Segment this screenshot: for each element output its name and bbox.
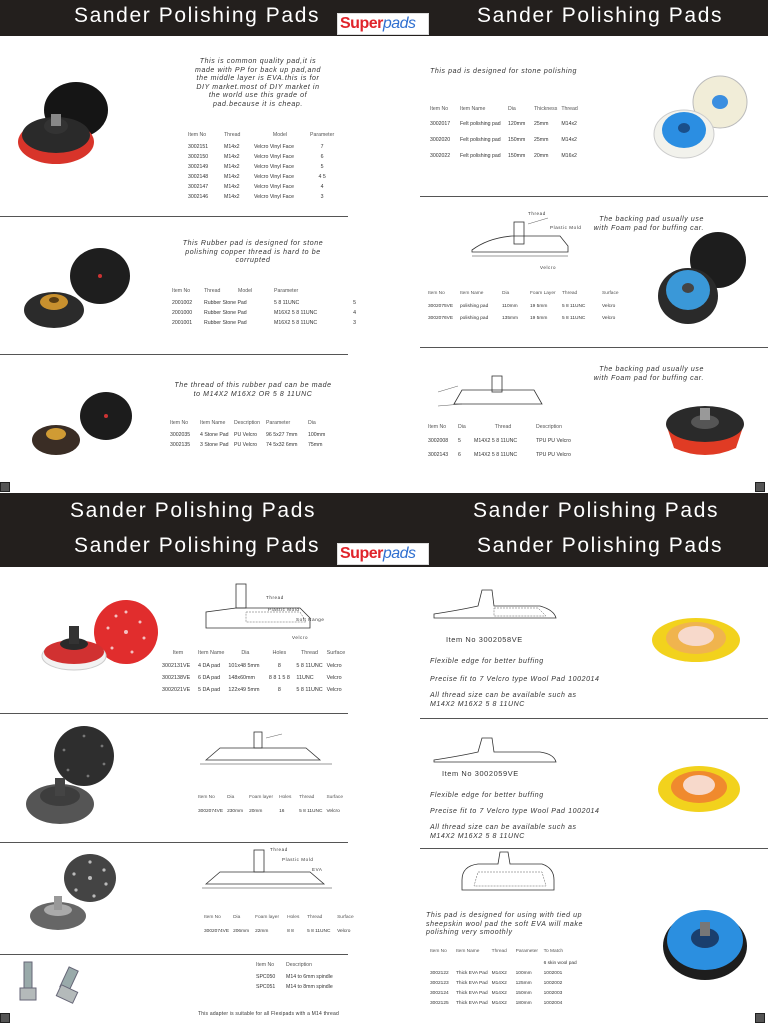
table-row: 3002017 Felt polishing pad 120mm 25mm M14x2	[430, 121, 577, 127]
col-header: Thread	[299, 794, 315, 800]
thick-eva-pad-diagram	[458, 850, 558, 900]
table-row: SPC051 M14 to 8mm spindle	[256, 984, 333, 990]
section-divider	[420, 848, 768, 849]
heading-mid-right-1: Sander Polishing Pads	[473, 499, 720, 522]
col-header: Item	[172, 650, 184, 656]
col-header: Thickness	[534, 106, 558, 112]
s7-spec-table	[162, 646, 349, 696]
col-header: Item No	[430, 106, 449, 112]
table-row: 3002075VE polishing pad 110mm 19 5mm 5 8 11UNC Velcro	[428, 303, 616, 309]
table-row: 3002146 M14x2 Velcro Vinyl Face 3	[188, 194, 324, 200]
diagram-label-thread-2: Thread	[266, 595, 284, 600]
section-divider	[0, 713, 348, 714]
s10-spec-table	[256, 958, 337, 992]
flexible-edge-pad-diagram	[430, 584, 560, 626]
s13-subheader: 6 skin wool pad	[543, 960, 577, 966]
velcro-backup-pad-image	[16, 80, 112, 170]
table-row: 3002135 3 Stone Pad PU Velcro 74 5x32 6mm 75mm	[170, 442, 323, 448]
da-pad-diagram	[200, 578, 330, 642]
col-header: Item Name	[198, 650, 225, 656]
table-row: 3002138VE 6 DA pad 148x60mm 8 8 1 5 8 11UNC Velcro	[162, 675, 342, 681]
col-header: Dia	[508, 106, 516, 112]
table-row: 3002035 4 Stone Pad PU Velcro 96 5x27 7mm 100mm	[170, 432, 326, 438]
rubber-stone-pad-image	[22, 246, 134, 332]
heading-mid-left-1: Sander Polishing Pads	[70, 499, 317, 522]
grey-pad-diagram	[196, 730, 336, 774]
s6-description: The backing pad usually use with Foam pad for buffing car.	[593, 366, 704, 382]
section-divider	[420, 718, 768, 719]
col-header: Item Name	[460, 290, 484, 296]
table-row: 3002150 M14x2 Velcro Vinyl Face 6	[188, 154, 324, 160]
table-row: 3002143 6 M14X2 5 8 11UNC TPU PU Velcro	[428, 452, 571, 458]
col-header: Thread	[491, 948, 507, 954]
col-header: Model	[272, 132, 288, 138]
col-header: Model	[238, 288, 253, 294]
section-divider	[420, 347, 768, 348]
col-header: Thread	[494, 424, 512, 430]
diagram-label-plastic-mold-3: Plastic Mold	[282, 857, 314, 862]
col-header: Item No	[188, 132, 207, 138]
col-header: Item No	[428, 424, 447, 430]
col-header: Thread	[204, 288, 221, 294]
col-header: Dia	[458, 424, 466, 430]
col-header: Foam Layer	[530, 290, 556, 296]
heading-mid-left-2: Sander Polishing Pads	[74, 534, 321, 557]
s12-line1: Flexible edge for better buffing	[430, 792, 544, 799]
diagram-label-eva: EVA	[312, 867, 323, 872]
s11-line1: Flexible edge for better buffing	[430, 658, 544, 665]
col-header: Holes	[272, 650, 287, 656]
table-row: SPC050 M14 to 6mm spindle	[256, 974, 333, 980]
backing-pad-diagram	[468, 214, 578, 270]
col-header: Thread	[307, 914, 323, 920]
s4-description: This pad is designed for stone polishing	[430, 68, 577, 75]
table-row: 3002020 Felt polishing pad 150mm 25mm M14x2	[430, 137, 577, 143]
table-row: 3002124 Thick EVA Pad M14X2 150mm 1002003	[430, 990, 563, 996]
table-row: 3002125 Thick EVA Pad M14X2 180mm 1002004	[430, 1000, 563, 1006]
col-header: Surface	[326, 794, 343, 800]
col-header: Item No	[256, 962, 275, 968]
table-row: 3002022 Felt polishing pad 150mm 20mm M16x2	[430, 153, 577, 159]
col-header: Thread	[562, 290, 578, 296]
col-header: Parameter	[515, 948, 539, 954]
col-header: Parameter	[310, 132, 335, 138]
diagram-label-soft-range: Soft Range	[296, 617, 325, 622]
col-header: Item No	[172, 288, 191, 294]
page-corner-marker	[755, 1013, 765, 1023]
table-row: 2001001 Rubber Stone Pad M16X2 5 8 11UNC 3	[172, 320, 356, 326]
col-header: Item No	[430, 948, 447, 954]
s6-spec-table	[428, 420, 575, 462]
table-row: 3002122 Thick EVA Pad M14X2 100mm 1002001	[430, 970, 563, 976]
s1-description: This is common quality pad,it is made with PP for back up pad,and the middle layer is EVA.this is for DIY market.most of DIY market in the world use this grade of pad.because it is cheap.	[195, 58, 321, 108]
col-header: Dia	[227, 794, 235, 800]
col-header: Item No	[198, 794, 215, 800]
col-header: Dia	[502, 290, 510, 296]
flexible-edge-pad-diagram-2	[430, 734, 560, 768]
diagram-label-thread-3: Thread	[270, 847, 288, 852]
col-header: To Match	[543, 948, 564, 954]
s12-line3: All thread size can be available such as M14X2 M16X2 5 8 11UNC	[430, 824, 577, 840]
superpads-logo-2: Superpads	[337, 543, 429, 565]
red-tpu-pad-image	[662, 390, 748, 460]
page-corner-marker	[0, 1013, 10, 1023]
page-corner-marker	[0, 482, 10, 492]
s1-spec-table	[188, 128, 338, 202]
table-row: 3002021VE 5 DA pad 122x49 5mm 8 5 8 11UNC Velcro	[162, 687, 342, 693]
spindle-adapter-image	[16, 958, 86, 1008]
blue-eva-pad-image	[660, 900, 750, 984]
table-row: 2001000 Rubber Stone Pad M16X2 5 8 11UNC 4	[172, 310, 356, 316]
col-header: Description	[234, 420, 260, 426]
s2-spec-table	[172, 284, 360, 328]
yellow-flexible-pad-image-2	[656, 764, 742, 814]
col-header: Holes	[279, 794, 292, 800]
col-header: Parameter	[266, 420, 291, 426]
blue-backing-pad-image	[656, 230, 748, 326]
col-header: Dia	[233, 914, 241, 920]
s8-spec-table	[198, 790, 347, 818]
diagram-label-plastic-mold-2: Plastic Mold	[268, 607, 300, 612]
s3-description: The thread of this rubber pad can be made to M14X2 M16X2 OR 5 8 11UNC	[174, 382, 332, 398]
s4-spec-table	[430, 102, 582, 164]
s13-description: This pad is designed for using with tied up sheepskin wool pad the soft EVA will make polishing very smoothly	[426, 912, 584, 936]
s12-line2: Precise fit to 7 Velcro type Wool Pad 1002014	[430, 808, 600, 815]
col-header: Item Name	[460, 106, 486, 112]
table-row: 3002074VE 206mm 22mm 8 8 5 8 11UNC Velcro	[204, 928, 351, 934]
col-header: Item No	[204, 914, 221, 920]
s11-item-number: Item No 3002058VE	[446, 635, 523, 644]
col-header: Holes	[287, 914, 300, 920]
col-header: Item No	[170, 420, 189, 426]
col-header: Surface	[602, 290, 619, 296]
table-row: 3002147 M14x2 Velcro Vinyl Face 4	[188, 184, 324, 190]
section-divider	[0, 216, 348, 217]
col-header: Foam layer	[249, 794, 274, 800]
felt-polishing-pad-image	[650, 74, 750, 164]
table-row: 3002123 Thick EVA Pad M14X2 125mm 1002002	[430, 980, 563, 986]
section-divider	[0, 954, 348, 955]
heading-top-right: Sander Polishing Pads	[477, 4, 724, 27]
s12-item-number: Item No 3002059VE	[442, 769, 519, 778]
diagram-label-velcro: Velcro	[540, 265, 557, 270]
table-row: 3002148 M14x2 Velcro Vinyl Face 4 5	[188, 174, 326, 180]
diagram-label-velcro-2: Velcro	[292, 635, 309, 640]
col-header: Description	[536, 424, 562, 430]
col-header: Thread	[561, 106, 578, 112]
grey-holed-pad-image	[28, 852, 124, 936]
s13-spec-table	[430, 944, 581, 1008]
col-header: Thread	[300, 650, 319, 656]
diagram-label-thread: Thread	[528, 211, 546, 216]
diagram-label-plastic-mold: Plastic Mold	[550, 225, 582, 230]
table-row: 3002151 M14x2 Velcro Vinyl Face 7	[188, 144, 324, 150]
s5-spec-table	[428, 286, 623, 324]
col-header: Item Name	[456, 948, 480, 954]
page-corner-marker	[755, 482, 765, 492]
section-divider	[420, 196, 768, 197]
col-header: Parameter	[274, 288, 299, 294]
yellow-flexible-pad-image	[650, 616, 742, 664]
grey-sanding-pad-image	[24, 724, 124, 828]
col-header: Item Name	[200, 420, 226, 426]
col-header: Surface	[337, 914, 354, 920]
heading-mid-right-2: Sander Polishing Pads	[477, 534, 724, 557]
col-header: Description	[286, 962, 312, 968]
col-header: Thread	[224, 132, 241, 138]
pu-stone-pad-image	[28, 392, 132, 462]
section-divider	[0, 354, 348, 355]
col-header: Item No	[428, 290, 445, 296]
da-pad-image	[40, 598, 160, 674]
s2-description: This Rubber pad is designed for stone polishing copper thread is hard to be corrupted	[182, 240, 324, 264]
table-row: 3002008 5 M14X2 5 8 11UNC TPU PU Velcro	[428, 438, 571, 444]
s3-spec-table	[170, 416, 329, 450]
table-row: 3002074VE 230mm 20mm 16 5 8 11UNC Velcro	[198, 808, 340, 814]
table-row: 3002076VE polishing pad 135mm 19 5mm 5 8 11UNC Velcro	[428, 315, 616, 321]
heading-top-left: Sander Polishing Pads	[74, 4, 321, 27]
col-header: Surface	[326, 650, 346, 656]
table-row: 3002131VE 4 DA pad 101x48 5mm 8 5 8 11UNC Velcro	[162, 663, 342, 669]
col-header: Dia	[308, 420, 316, 426]
col-header: Dia	[241, 650, 250, 656]
s10-note: This adapter is suitable for all Flexipads with a M14 thread	[198, 1011, 339, 1017]
s11-line2: Precise fit to 7 Velcro type Wool Pad 1002014	[430, 676, 600, 683]
tpu-backing-pad-diagram	[438, 370, 548, 410]
table-row: 2001002 Rubber Stone Pad 5 8 11UNC 5	[172, 300, 356, 306]
table-row: 3002149 M14x2 Velcro Vinyl Face 5	[188, 164, 324, 170]
s5-description: The backing pad usually use with Foam pad for buffing car.	[593, 216, 704, 232]
section-divider	[0, 842, 348, 843]
s9-spec-table	[204, 910, 358, 938]
col-header: Foam layer	[255, 914, 280, 920]
superpads-logo: Superpads	[337, 13, 429, 35]
s11-line3: All thread size can be available such as M14X2 M16X2 5 8 11UNC	[430, 692, 577, 708]
